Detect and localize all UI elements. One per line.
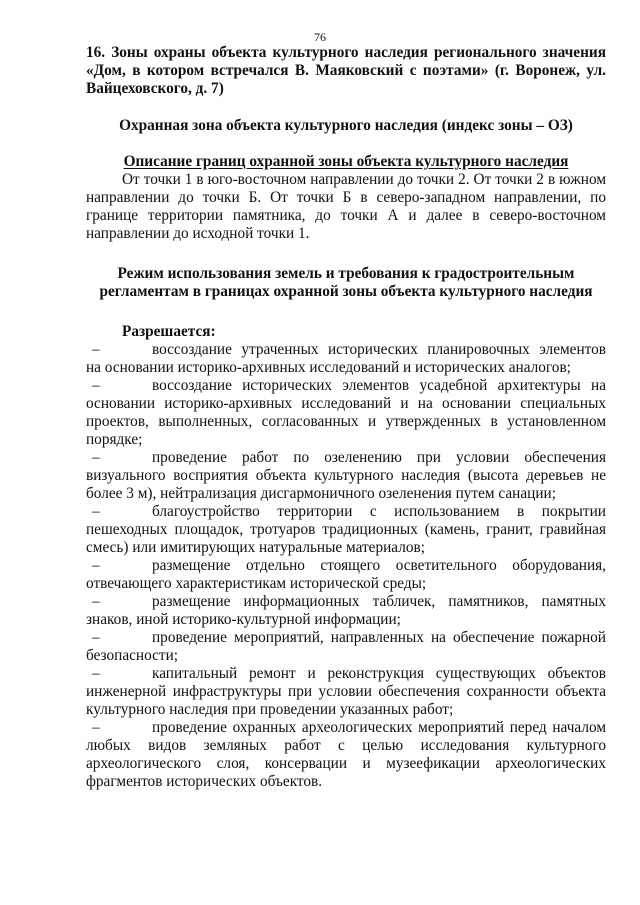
list-item-first-line: проведение работ по озеленению при условии обеспечения [152, 449, 606, 466]
list-item-continuation: инженерной инфраструктуры при условии обеспечения сохранности объекта культурного наследия при проведении указанных работ; [86, 683, 606, 718]
document-title: 16. Зоны охраны объекта культурного наследия регионального значения «Дом, в котором встречался В. Маяковский с поэтами» (г. Воронеж, ул. Вайцеховского, д. 7) [86, 44, 606, 97]
dash-marker: – [92, 341, 100, 358]
list-item-continuation: отвечающего характеристикам исторической среды; [86, 575, 427, 592]
list-item [86, 719, 606, 791]
page-number: 76 [314, 30, 326, 44]
boundaries-heading: Описание границ охранной зоны объекта культурного наследия [123, 153, 569, 170]
list-item-first-line: благоустройство территории с использованием в покрытии [152, 503, 606, 520]
list-item [86, 377, 606, 449]
dash-marker: – [92, 503, 100, 520]
list-item-first-line: воссоздание утраченных исторических планировочных элементов [152, 341, 606, 358]
dash-marker: – [92, 629, 100, 646]
list-item [86, 629, 606, 665]
dash-marker: – [92, 557, 100, 574]
list-item-continuation: любых видов земляных работ с целью исследования культурного археологического слоя, консервации и музеефикации археологических фрагментов исторических объектов. [86, 737, 606, 790]
dash-marker: – [92, 449, 100, 466]
list-item-first-line: размещение отдельно стоящего осветительного оборудования, [152, 557, 606, 574]
list-item-continuation: основании историко-архивных исследований и на основании специальных проектов, выполненных, согласованных и утвержденных в установленном порядке; [86, 395, 606, 448]
list-item [86, 593, 606, 629]
list-item [86, 557, 606, 593]
dash-marker: – [92, 593, 100, 610]
list-item [86, 341, 606, 377]
document-body [86, 44, 606, 791]
list-item-first-line: капитальный ремонт и реконструкция существующих объектов [152, 665, 606, 682]
allowed-label: Разрешается: [122, 323, 216, 340]
list-item-first-line: проведение мероприятий, направленных на обеспечение пожарной [152, 629, 606, 646]
boundaries-text: От точки 1 в юго-восточном направлении до точки 2. От точки 2 в южном направлении до точки Б. От точки Б в северо-западном направлении, по границе территории памятника, до точки А и далее в северо-восточном направлении до исходной точки 1. [86, 171, 606, 242]
list-item-continuation: знаков, иной историко-культурной информации; [86, 611, 401, 628]
list-item-continuation: на основании историко-архивных исследований и исторических аналогов; [86, 359, 571, 376]
allowed-list [86, 341, 606, 791]
dash-marker: – [92, 665, 100, 682]
dash-marker: – [92, 377, 100, 394]
list-item-first-line: проведение охранных археологических мероприятий перед началом [152, 719, 606, 736]
list-item-first-line: воссоздание исторических элементов усадебной архитектуры на [152, 377, 606, 394]
regime-heading: Режим использования земель и требования к градостроительным регламентам в границах охранной зоны объекта культурного наследия [99, 265, 593, 300]
list-item [86, 665, 606, 719]
list-item [86, 503, 606, 557]
list-item [86, 449, 606, 503]
list-item-continuation: безопасности; [86, 647, 179, 664]
list-item-first-line: размещение информационных табличек, памятников, памятных [152, 593, 606, 610]
list-item-continuation: визуального восприятия объекта культурного наследия (высота деревьев не более 3 м), нейтрализация дисгармоничного озеленения путем санации; [86, 467, 606, 502]
zone-heading: Охранная зона объекта культурного наследия (индекс зоны – ОЗ) [119, 117, 573, 134]
dash-marker: – [92, 719, 100, 736]
list-item-continuation: пешеходных площадок, тротуаров традиционных (камень, гранит, гравийная смесь) или имитирующих натуральные материалов; [86, 521, 606, 556]
